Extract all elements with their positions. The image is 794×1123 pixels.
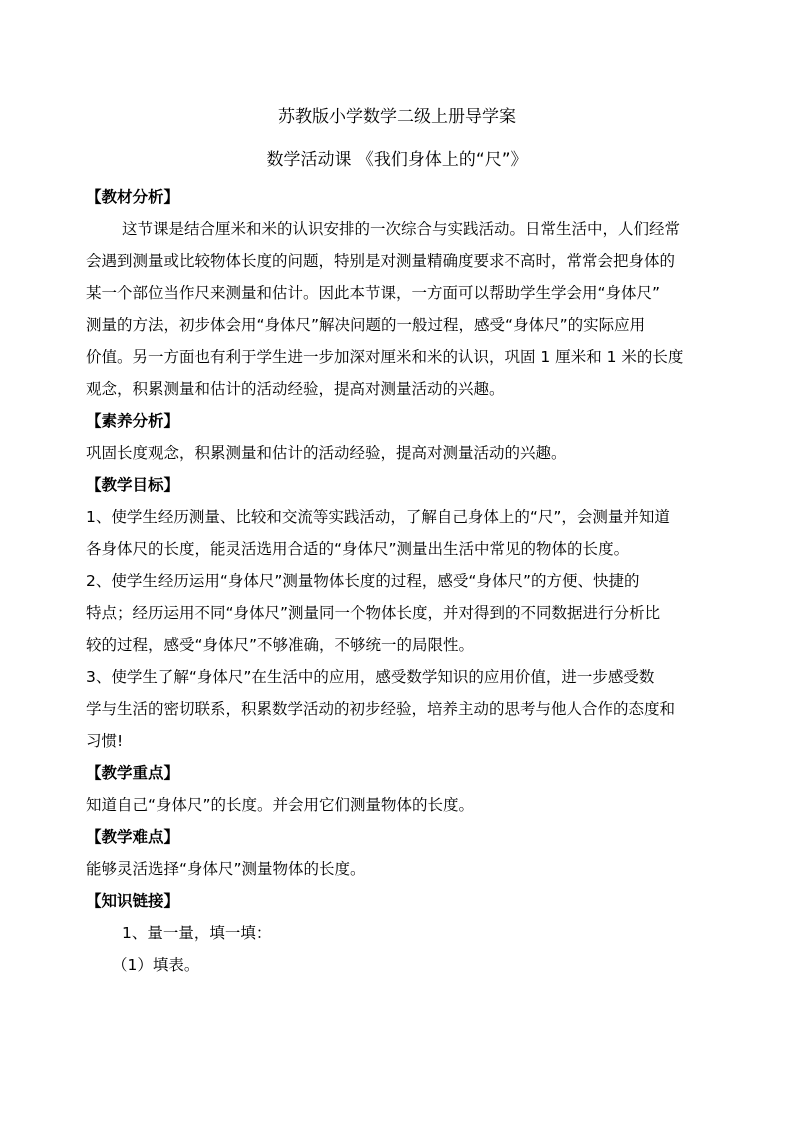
section-heading-teaching-goals: 【教学目标】 (86, 476, 180, 494)
paragraph-line: 会遇到测量或比较物体长度的问题，特别是对测量精确度要求不高时，常常会把身体的 (86, 252, 676, 270)
paragraph-line: 能够灵活选择“身体尺”测量物体的长度。 (86, 860, 366, 878)
paragraph-line: 巩固长度观念，积累测量和估计的活动经验，提高对测量活动的兴趣。 (86, 444, 567, 462)
paragraph-line: 较的过程，感受“身体尺”不够准确，不够统一的局限性。 (86, 636, 475, 654)
paragraph-line: 特点；经历运用不同“身体尺”测量同一个物体长度，并对得到的不同数据进行分析比 (86, 604, 661, 622)
paragraph-line: 习惯! (86, 732, 124, 750)
paragraph-line: 测量的方法，初步体会用“身体尺”解决问题的一般过程，感受“身体尺”的实际应用 (86, 316, 646, 334)
paragraph-line: 1、使学生经历测量、比较和交流等实践活动，了解自己身体上的“尺”，会测量并知道 (86, 508, 670, 526)
section-heading-literacy-analysis: 【素养分析】 (86, 412, 180, 430)
paragraph-line: 学与生活的密切联系，积累数学活动的初步经验，培养主动的思考与他人合作的态度和 (86, 700, 676, 718)
paragraph-line: 某一个部位当作尺来测量和估计。因此本节课，一方面可以帮助学生学会用“身体尺” (86, 284, 661, 302)
paragraph-line: 3、使学生了解“身体尺”在生活中的应用，感受数学知识的应用价值，进一步感受数 (86, 668, 655, 686)
paragraph-line: 这节课是结合厘米和米的认识安排的一次综合与实践活动。日常生活中，人们经常 (122, 220, 681, 238)
paragraph-line: 2、使学生经历运用“身体尺”测量物体长度的过程，感受“身体尺”的方便、快捷的 (86, 572, 640, 590)
document-body (86, 181, 726, 981)
paragraph-line: 观念，积累测量和估计的活动经验，提高对测量活动的兴趣。 (86, 380, 505, 398)
paragraph-line: 价值。另一方面也有利于学生进一步加深对厘米和米的认识，巩固 1 厘米和 1 米的长度 (86, 348, 684, 366)
section-heading-difficulties: 【教学难点】 (86, 828, 180, 846)
section-heading-key-points: 【教学重点】 (86, 764, 180, 782)
page-subtitle: 数学活动课 《我们身体上的“尺”》 (266, 150, 528, 170)
paragraph-line: 各身体尺的长度，能灵活选用合适的“身体尺”测量出生活中常见的物体的长度。 (86, 540, 630, 558)
section-heading-textbook-analysis: 【教材分析】 (86, 188, 180, 206)
section-heading-knowledge-link: 【知识链接】 (86, 892, 180, 910)
exercise-line: 1、量一量，填一填： (122, 924, 272, 942)
paragraph-line: 知道自己“身体尺”的长度。并会用它们测量物体的长度。 (86, 796, 475, 814)
exercise-line: （1）填表。 (112, 956, 200, 974)
page-title: 苏教版小学数学二级上册导学案 (278, 107, 516, 127)
